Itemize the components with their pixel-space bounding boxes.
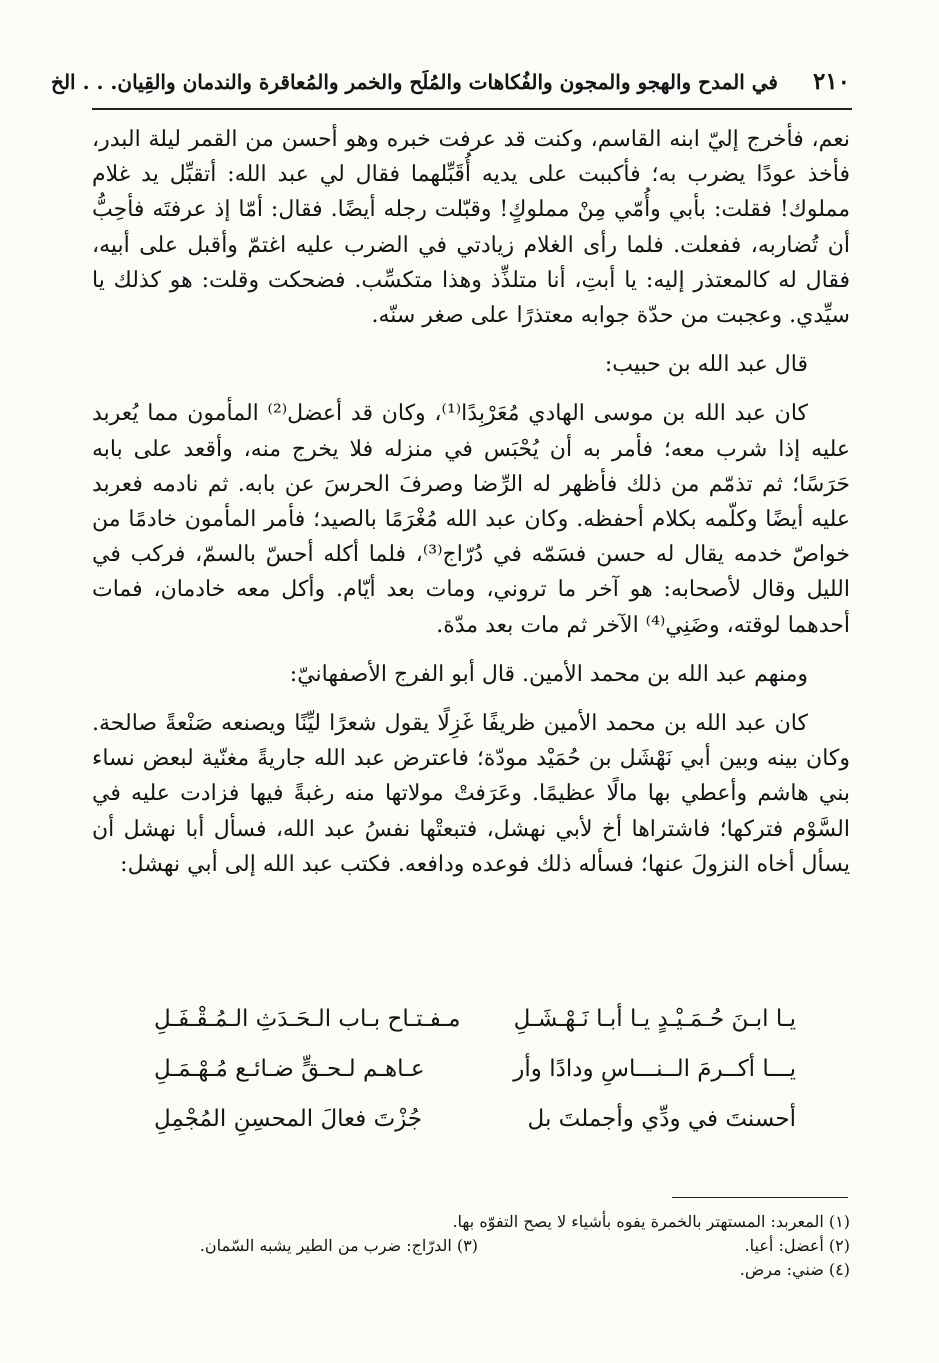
verse-second-hemistich: عـاهـم لـحـقٍّ ضـائـع مُـهْـمَـلِ [154, 1056, 425, 1082]
poem-verse [120, 1106, 796, 1156]
paragraph-4: ومنهم عبد الله بن محمد الأمين. قال أبو الفرج الأصفهانيّ: [289, 661, 808, 687]
paragraph-5: كان عبد الله بن محمد الأمين ظريفًا غَزِلًا يقول شعرًا ليِّنًا ويصنعه صَنْعةً صالحة. وكان بينه وبين أبي نَهْشَل بن حُمَيْد مودّة؛ فاعترض عبد الله جاريةً مغنّية لبعض نساء بني هاشم وأعطي بها مالًا عظيمًا. وعَرَفتْ مولاتها منه رغبةً فيها فزادت عليه في السَّوْم فتركها؛ فاشتراها أخ لأبي نهشل، فتبعتْها نفسُ عبد الله، فسأل أبا نهشل أن يسأل أخاه النزولَ عنها؛ فسأله ذلك فوعده ودافعه. فكتب عبد الله إلى أبي نهشل: [92, 711, 850, 877]
footnote-3: (٣) الدرّاج: ضرب من الطير يشبه السّمان. [199, 1236, 478, 1255]
page-header [51, 66, 850, 106]
poem [120, 1006, 796, 1156]
footnote-2: (٢) أعضل: أعيا. [744, 1236, 850, 1255]
footnotes [92, 1210, 850, 1282]
verse-first-hemistich: أحسنتَ في ودِّي وأجملتَ بل [527, 1106, 796, 1132]
page-number: ٢١٠ [812, 68, 850, 95]
footnote-4: (٤) ضني: مرض. [739, 1260, 850, 1279]
poem-verse [120, 1056, 796, 1106]
paragraph-1: نعم، فأخرج إليّ ابنه القاسم، وكنت قد عرفت خبره وهو أحسن من القمر ليلة البدر، فأخذ عودًا يضرب به؛ فأكببت على يديه أُقَبِّلهما فقال لي عبد الله: أتقبِّل يد غلام مملوك! فقلت: بأبي وأُمّي مِنْ مملوكٍ! وقبّلت رجله أيضًا. فقال: أمّا إذ عرفتَه فأحِبُّ أن تُضاربه، ففعلت. فلما رأى الغلام زيادتي في الضرب عليه اغتمّ وأقبل على أبيه، فقال له كالمعتذر إليه: يا أبتِ، أنا متلذِّذ وهذا متكسِّب. فضحكت وقلت: هو كذلك يا سيِّدي. وعجبت من حدّة جوابه معتذرًا على صغر سنّه. [92, 127, 850, 329]
verse-first-hemistich: يـــا أكــرمَ الــنـــاسِ ودادًا وأر [513, 1056, 796, 1082]
footnote-1: (١) المعربد: المستهتر بالخمرة يفوه بأشياء لا يصح التفوّه بها. [452, 1212, 850, 1231]
verse-first-hemistich: يـا ابـنَ حُـمَـيْـدٍ يـا أبـا نَـهْـشَـلِ [513, 1006, 796, 1032]
footnote-line [92, 1258, 850, 1282]
main-text [92, 122, 850, 882]
paragraph-3: كان عبد الله بن موسى الهادي مُعَرْبِدًا⁽¹⁾، وكان قد أعضل⁽²⁾ المأمون مما يُعربد عليه إذا شرب معه؛ فأمر به أن يُحْبَس في منزله فلا يخرج منه، وأقعد على بابه حَرَسًا؛ ثم تذمّم من ذلك فأظهر له الرِّضا وصرفَ الحرسَ عن بابه. ثم نادمه فعربد عليه أيضًا وكلّمه بكلام أحفظه. وكان عبد الله مُغْرَمًا بالصيد؛ فأمر المأمون خادمًا من خواصّ خدمه يقال له حسن فسَمّه في دُرّاج⁽³⁾، فلما أكله أحسّ بالسمّ، فركب في الليل وقال لأصحابه: هو آخر ما تروني، ومات بعد أيّام. وأكل معه خادمان، فمات أحدهما لوقته، وضَنِي⁽⁴⁾ الآخر ثم مات بعد مدّة. [92, 401, 850, 638]
verse-second-hemistich: مـفـتـاح بـاب الـحَـدَثِ الـمُـقْـفَـلِ [154, 1006, 461, 1032]
verse-second-hemistich: جُزْتَ فعالَ المحسِنِ المُجْمِلِ [154, 1106, 423, 1132]
footnote-line [92, 1210, 850, 1234]
footnote-line [92, 1234, 850, 1258]
paragraph-2: قال عبد الله بن حبيب: [604, 352, 808, 378]
footnote-rule [672, 1197, 848, 1198]
poem-verse [120, 1006, 796, 1056]
running-title: في المدح والهجو والمجون والفُكاهات والمُلَح والخمر والمُعاقرة والندمان والقِيان. . . الخ [51, 70, 778, 94]
header-rule [92, 108, 852, 110]
